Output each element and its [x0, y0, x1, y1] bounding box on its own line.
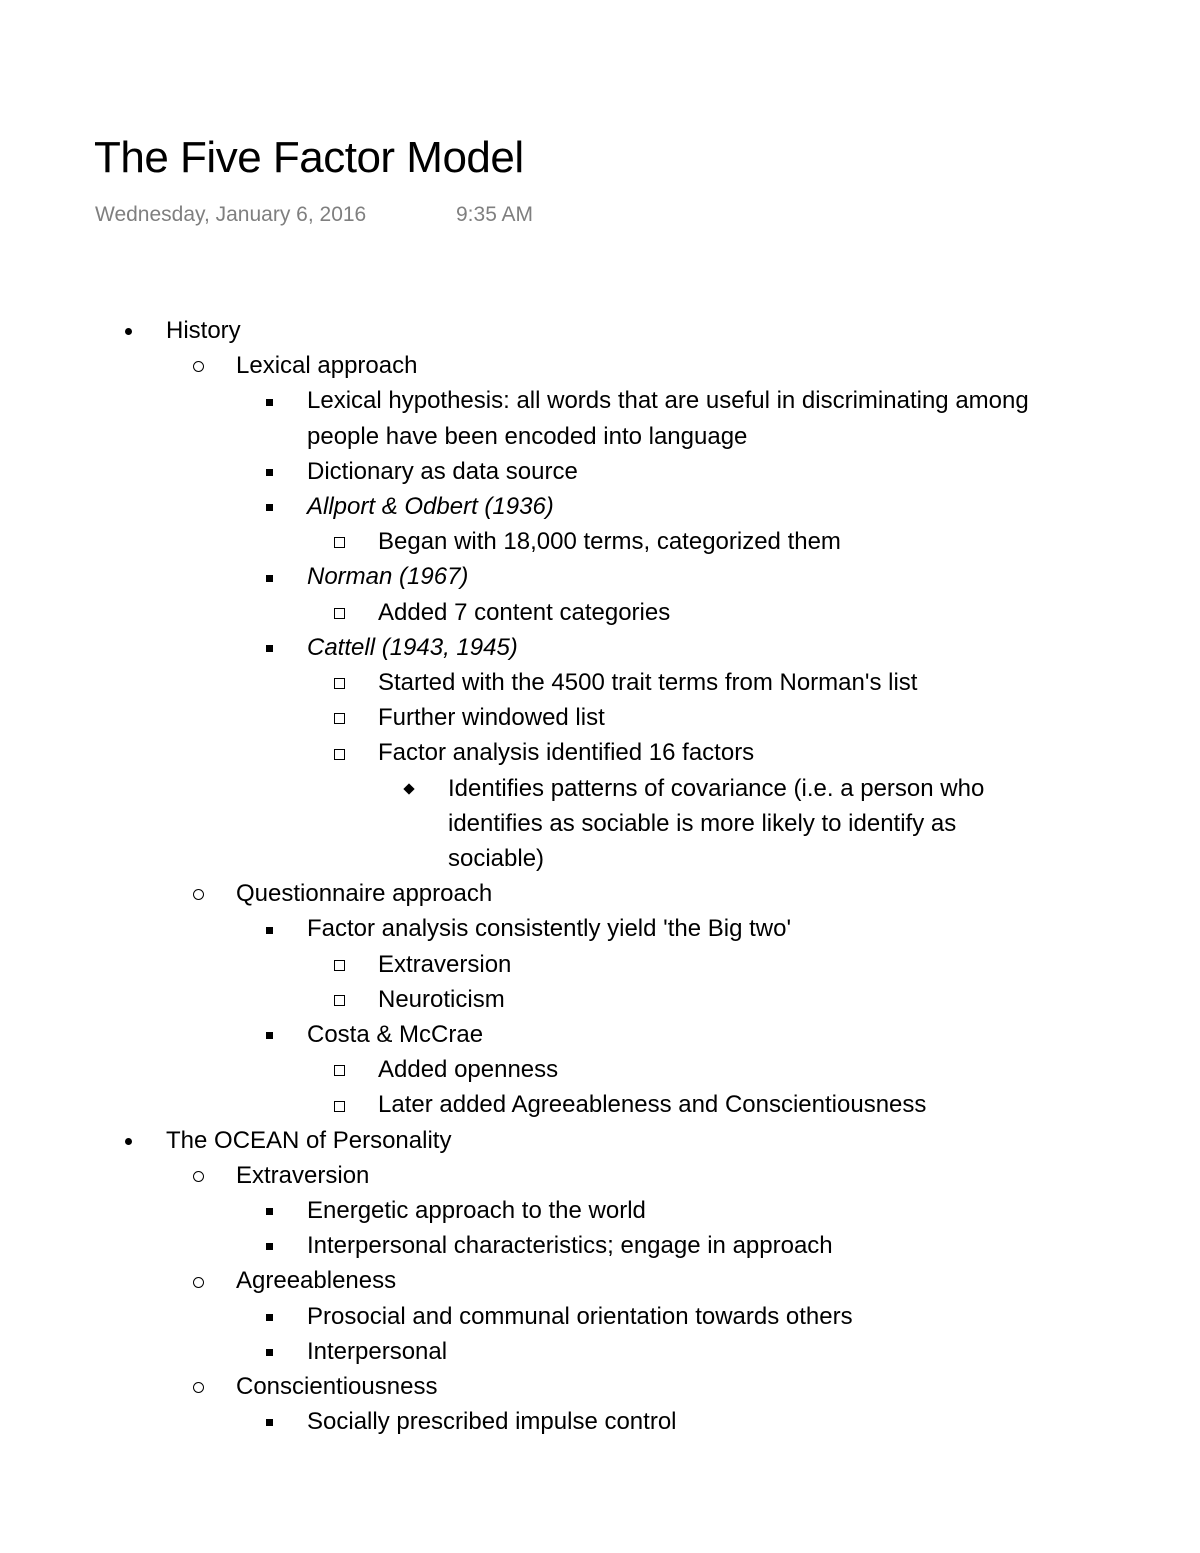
outline-item-level-3 — [0, 911, 1200, 946]
square-bullet-icon — [259, 559, 279, 594]
outline-row — [0, 1369, 1200, 1404]
outline-item-level-4 — [0, 1052, 1200, 1087]
note-date: Wednesday, January 6, 2016 — [95, 203, 367, 226]
outline-item-level-3 — [0, 630, 1200, 665]
outline-item-text: Began with 18,000 terms, categorized them — [378, 528, 841, 556]
outline-row — [0, 665, 1200, 700]
outline-item-level-4 — [0, 947, 1200, 982]
outline-row — [0, 1158, 1200, 1193]
checkbox-bullet-icon — [329, 1052, 349, 1087]
outline-row — [0, 489, 1200, 524]
outline-item-text: Neuroticism — [378, 985, 505, 1013]
outline-item-level-4 — [0, 1087, 1200, 1122]
outline-list — [0, 313, 1200, 1440]
outline-item-level-1 — [0, 1123, 1200, 1158]
outline-item-text: Lexical approach — [236, 352, 418, 380]
outline-row — [0, 524, 1200, 559]
outline-row — [0, 595, 1200, 630]
outline-item-text: Extraversion — [378, 950, 512, 978]
outline-item-level-4 — [0, 700, 1200, 735]
circle-bullet-icon — [188, 1263, 208, 1298]
outline-item-level-3 — [0, 1228, 1200, 1263]
outline-item-level-2 — [0, 1263, 1200, 1298]
outline-item-text: Extraversion — [236, 1161, 370, 1189]
outline-item-level-3 — [0, 454, 1200, 489]
checkbox-bullet-icon — [329, 1087, 349, 1122]
outline-item-text: Added 7 content categories — [378, 598, 671, 626]
outline-row — [0, 700, 1200, 735]
outline-row — [0, 1404, 1200, 1439]
disc-bullet-icon — [118, 313, 138, 348]
outline-item-text: Later added Agreeableness and Conscientiousness — [378, 1091, 927, 1119]
square-bullet-icon — [259, 454, 279, 489]
outline-item-text: Factor analysis consistently yield 'the Big two' — [307, 915, 792, 943]
outline-item-text: Interpersonal — [307, 1337, 448, 1365]
outline-item-text: Dictionary as data source — [307, 457, 578, 485]
outline-item-text: Added openness — [378, 1056, 559, 1084]
outline-row — [0, 1087, 1200, 1122]
outline-item-text: Allport & Odbert (1936) — [307, 493, 554, 521]
outline-row — [0, 348, 1200, 383]
circle-bullet-icon — [188, 1369, 208, 1404]
outline-item-text: Cattell (1943, 1945) — [307, 633, 518, 661]
checkbox-bullet-icon — [329, 947, 349, 982]
outline-item-text: Socially prescribed impulse control — [307, 1408, 677, 1436]
outline-item-level-2 — [0, 1369, 1200, 1404]
outline-item-text: Energetic approach to the world — [307, 1197, 646, 1225]
outline-item-text: Lexical hypothesis: all words that are useful in discriminating among people have been encoded into language — [307, 387, 1029, 450]
outline-item-level-3 — [0, 489, 1200, 524]
outline-item-text: Questionnaire approach — [236, 880, 493, 908]
outline-item-level-2 — [0, 348, 1200, 383]
square-bullet-icon — [259, 630, 279, 665]
outline-item-level-3 — [0, 1334, 1200, 1369]
outline-item-text: Norman (1967) — [307, 563, 469, 591]
outline-row — [0, 876, 1200, 911]
outline-row — [0, 313, 1200, 348]
outline-item-level-5 — [0, 771, 1200, 877]
circle-bullet-icon — [188, 1158, 208, 1193]
checkbox-bullet-icon — [329, 982, 349, 1017]
outline-item-text: Further windowed list — [378, 704, 605, 732]
page-title: The Five Factor Model — [94, 133, 524, 182]
square-bullet-icon — [259, 1228, 279, 1263]
outline-row — [0, 911, 1200, 946]
note-time: 9:35 AM — [456, 203, 534, 226]
outline-row — [0, 1052, 1200, 1087]
outline-item-text: History — [166, 317, 241, 344]
square-bullet-icon — [259, 1404, 279, 1439]
outline-row — [0, 1334, 1200, 1369]
square-bullet-icon — [259, 1193, 279, 1228]
square-bullet-icon — [259, 1299, 279, 1334]
outline-row — [0, 947, 1200, 982]
diamond-bullet-icon — [399, 771, 419, 806]
square-bullet-icon — [259, 489, 279, 524]
outline-item-text: Costa & McCrae — [307, 1021, 484, 1049]
outline-item-level-2 — [0, 876, 1200, 911]
circle-bullet-icon — [188, 348, 208, 383]
square-bullet-icon — [259, 383, 279, 418]
outline-item-text: Started with the 4500 trait terms from Norman's list — [378, 669, 918, 697]
outline-item-text: The OCEAN of Personality — [166, 1126, 452, 1154]
outline-item-level-3 — [0, 1193, 1200, 1228]
outline-item-level-4 — [0, 665, 1200, 700]
outline-item-level-2 — [0, 1158, 1200, 1193]
checkbox-bullet-icon — [329, 735, 349, 770]
outline-item-text: Identifies patterns of covariance (i.e. a person who identifies as sociable is more likely to identify as sociable) — [448, 774, 985, 873]
outline-row — [0, 1017, 1200, 1052]
outline-item-level-4 — [0, 595, 1200, 630]
outline-row — [0, 1263, 1200, 1298]
outline-item-text: Agreeableness — [236, 1267, 397, 1295]
outline-item-level-4 — [0, 524, 1200, 559]
outline-row — [0, 630, 1200, 665]
outline-row — [0, 1228, 1200, 1263]
outline-item-level-4 — [0, 735, 1200, 770]
outline-row — [0, 1123, 1200, 1158]
checkbox-bullet-icon — [329, 700, 349, 735]
outline-row — [0, 735, 1200, 770]
checkbox-bullet-icon — [329, 524, 349, 559]
outline-item-level-3 — [0, 383, 1200, 453]
outline-item-level-3 — [0, 559, 1200, 594]
outline-row — [0, 771, 1200, 877]
outline-item-text: Prosocial and communal orientation towards others — [307, 1302, 853, 1330]
outline-item-level-3 — [0, 1017, 1200, 1052]
outline-item-text: Factor analysis identified 16 factors — [378, 739, 755, 767]
square-bullet-icon — [259, 1017, 279, 1052]
outline-row — [0, 1193, 1200, 1228]
outline-row — [0, 454, 1200, 489]
outline-row — [0, 383, 1200, 453]
checkbox-bullet-icon — [329, 665, 349, 700]
outline-item-level-3 — [0, 1404, 1200, 1439]
outline-item-level-4 — [0, 982, 1200, 1017]
checkbox-bullet-icon — [329, 595, 349, 630]
outline-item-text: Interpersonal characteristics; engage in approach — [307, 1232, 833, 1260]
square-bullet-icon — [259, 1334, 279, 1369]
outline-row — [0, 982, 1200, 1017]
outline-row — [0, 559, 1200, 594]
disc-bullet-icon — [118, 1123, 138, 1158]
outline-row — [0, 1299, 1200, 1334]
outline-item-level-1 — [0, 313, 1200, 348]
square-bullet-icon — [259, 911, 279, 946]
outline-item-text: Conscientiousness — [236, 1373, 438, 1401]
note-timestamp — [95, 201, 534, 229]
outline-item-level-3 — [0, 1299, 1200, 1334]
circle-bullet-icon — [188, 876, 208, 911]
